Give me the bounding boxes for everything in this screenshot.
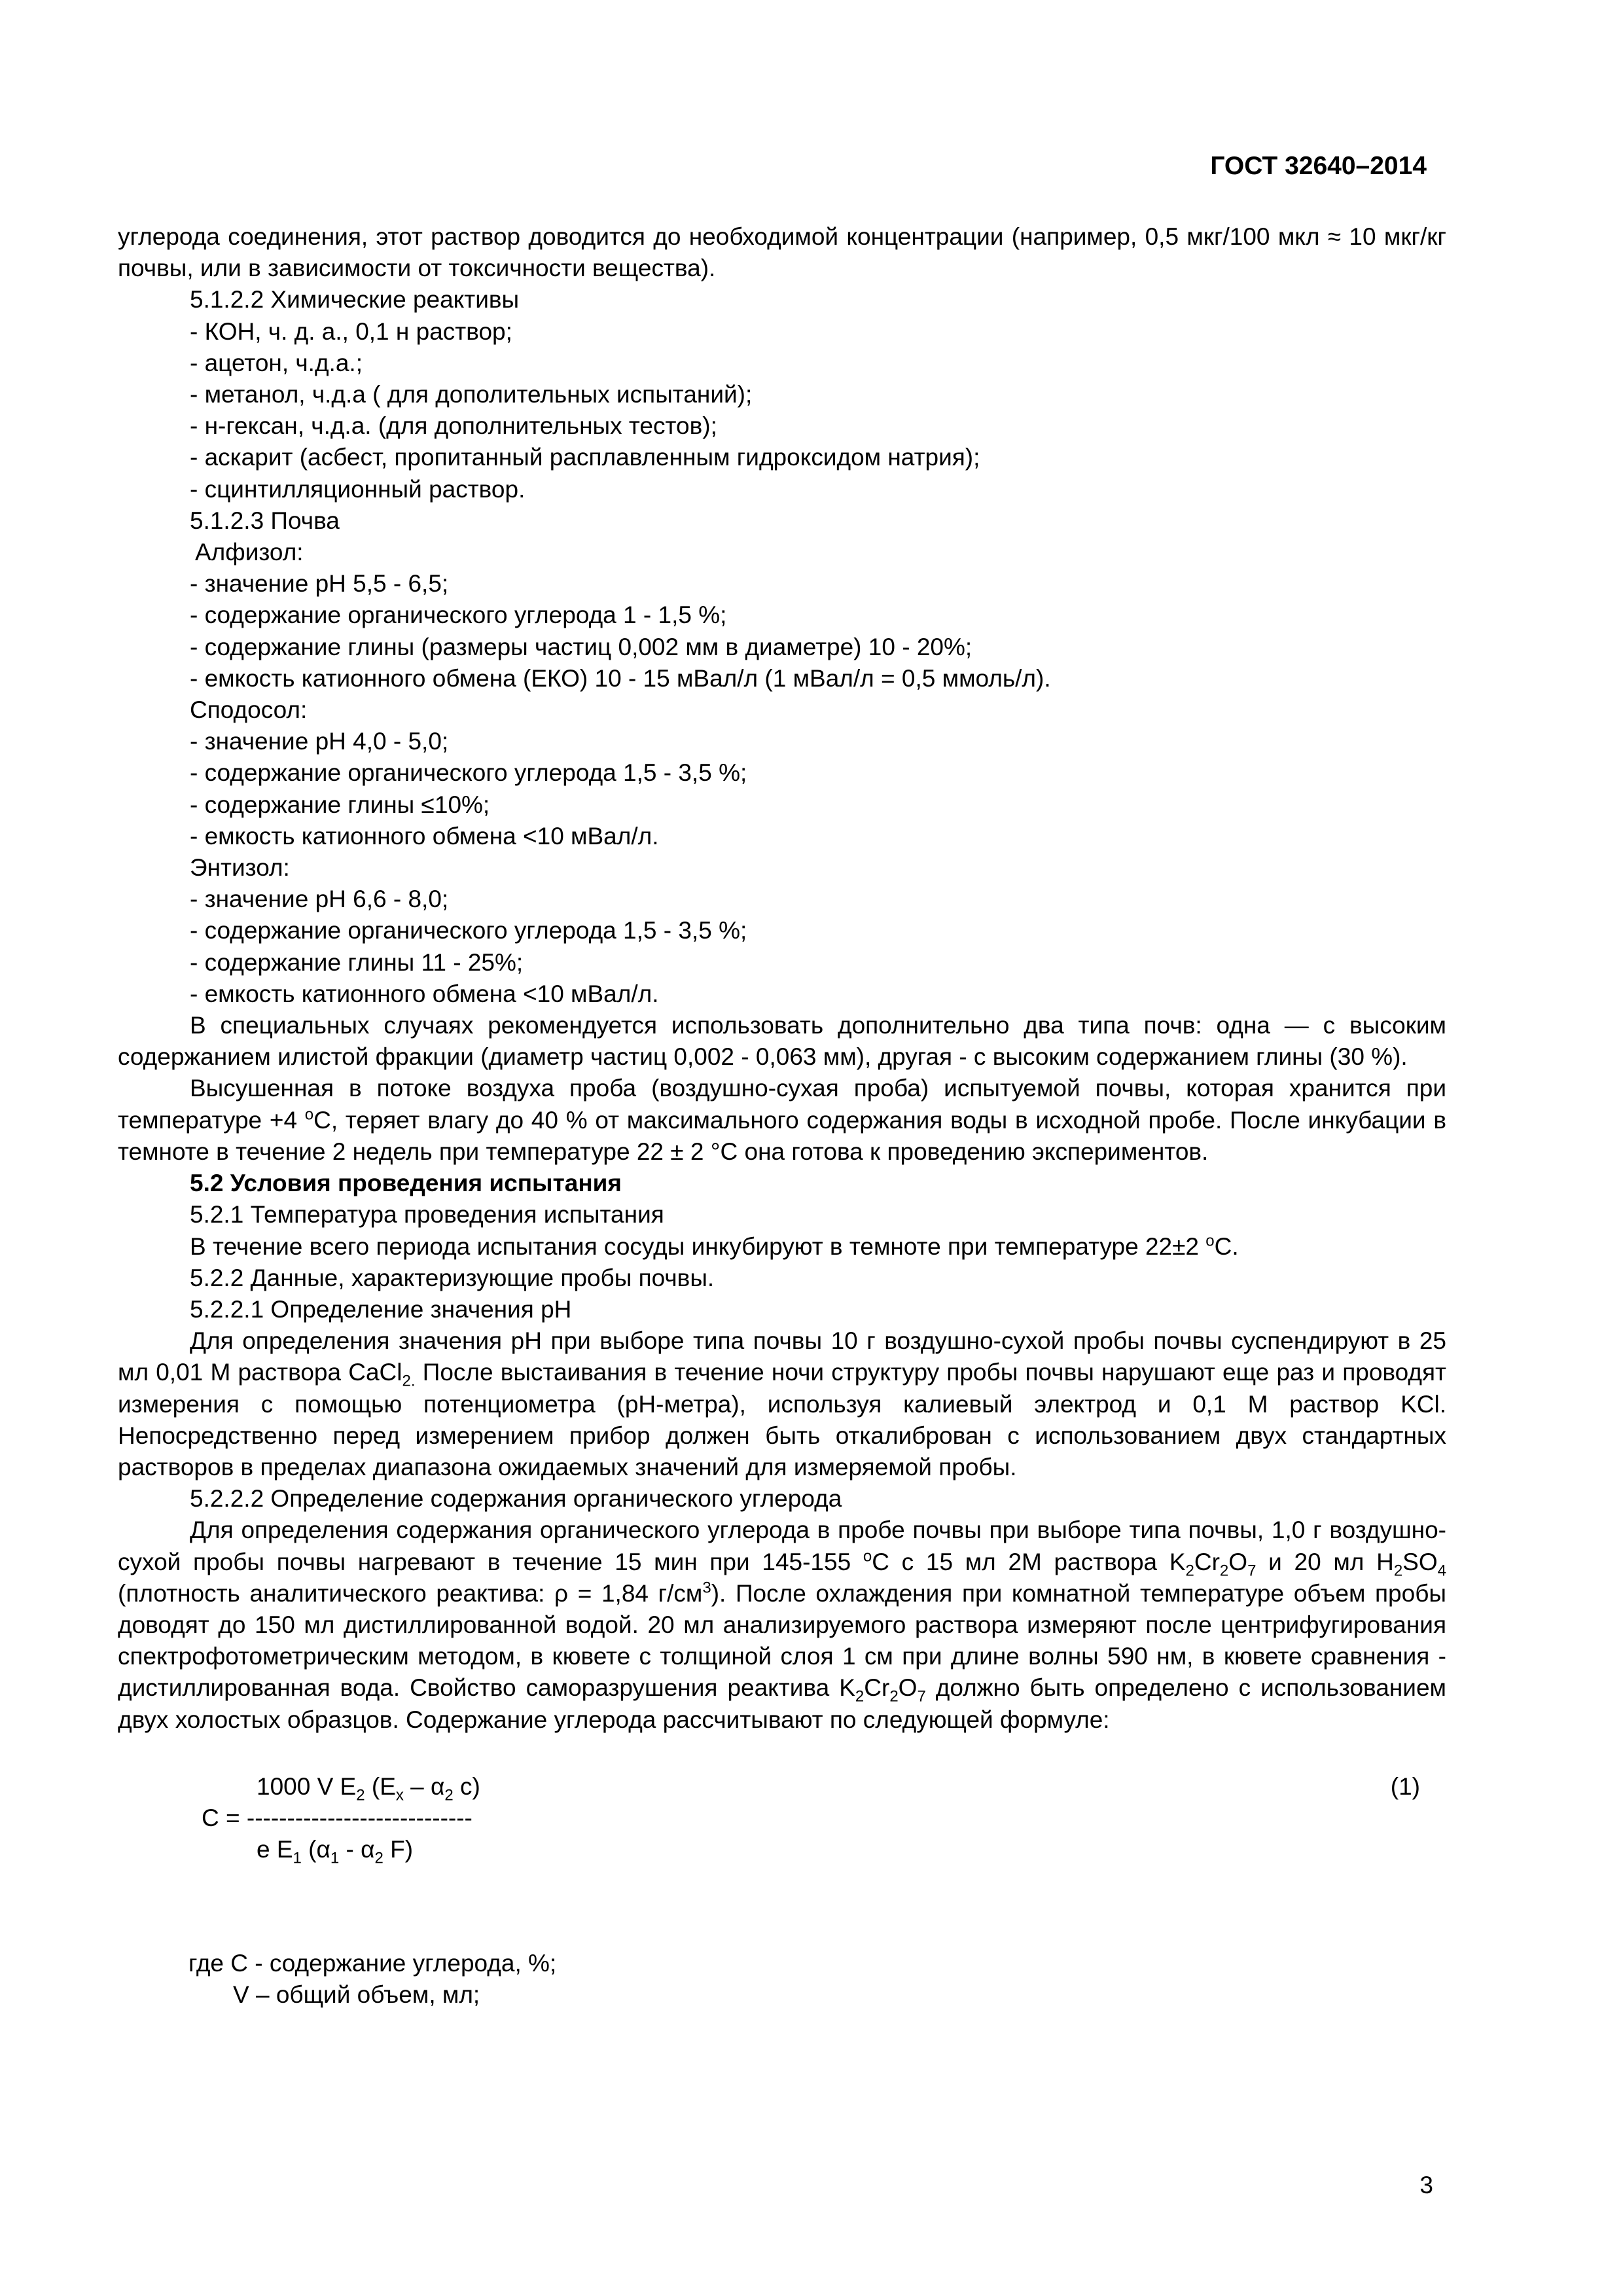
section-heading: 5.1.2.2 Химические реактивы bbox=[190, 286, 520, 314]
subscript: 4 bbox=[1437, 1561, 1446, 1579]
text-run: F) bbox=[383, 1835, 414, 1863]
text-run: O bbox=[1228, 1548, 1248, 1575]
section-heading: 5.1.2.3 Почва bbox=[190, 507, 340, 534]
paragraph bbox=[118, 1325, 1446, 1483]
list-item: - значение pH 4,0 - 5,0; bbox=[190, 728, 449, 755]
superscript: о bbox=[1205, 1232, 1215, 1250]
list-item: - значение pH 5,5 - 6,5; bbox=[190, 570, 449, 598]
soil-type-label: Энтизол: bbox=[190, 854, 290, 882]
paragraph: углерода соединения, этот раствор доводится до необходимой концентрации (например, 0,5 мкг/100 мкл ≈ 10 мкг/кг почвы, или в зависимости от токсичности вещества). bbox=[118, 223, 1446, 282]
soil-type-label: Сподосол: bbox=[190, 696, 308, 724]
text-run: O bbox=[898, 1674, 918, 1702]
text-run: Для определения содержания органического углерода в пробе почвы при выборе типа почвы, 1,0 г воздушно-сухой пробы почвы нагревают в течение 15 мин при 145-155 bbox=[118, 1516, 1446, 1575]
text-run: с) bbox=[453, 1772, 480, 1800]
formula-fraction-line: С = ---------------------------- bbox=[202, 1804, 473, 1831]
subscript: 2. bbox=[402, 1372, 416, 1390]
page-number: 3 bbox=[1419, 2172, 1433, 2198]
paragraph bbox=[118, 1515, 1446, 1735]
section-heading: 5.2.2.2 Определение содержания органического углерода bbox=[190, 1485, 842, 1513]
formula-number: (1) bbox=[1390, 1772, 1420, 1800]
text-run: должно быть определено с использованием двух холостых образцов. Содержание углерода рассчитывают по следующей формуле: bbox=[118, 1674, 1446, 1733]
paragraph: В специальных случаях рекомендуется использовать дополнительно два типа почв: одна — с высоким содержанием илистой фракции (диаметр частиц 0,002 - 0,063 мм), другая - с высоким содержанием глины (30 %). bbox=[118, 1012, 1446, 1071]
text-run: С. bbox=[1214, 1232, 1239, 1260]
subscript: 2 bbox=[1219, 1561, 1229, 1579]
list-item: - аскарит (асбест, пропитанный расплавленным гидроксидом натрия); bbox=[190, 444, 980, 471]
subscript: 2 bbox=[374, 1849, 383, 1867]
text-run: е E bbox=[257, 1835, 293, 1863]
text-run: (плотность аналитического реактива: ρ = 1,84 г/см bbox=[118, 1579, 703, 1607]
subscript: 1 bbox=[293, 1849, 302, 1867]
text-run: ). После охлаждения при комнатной температуре объем пробы доводят до 150 мл дистиллированной водой. 20 мл анализируемого раствора измеряют после центрифугирования спектрофотометрическим методом, в кювете с толщиной слоя 1 см при длине волны 590 нм, в кювете сравнения - дистиллированная вода. Свойство саморазрушения реактива K bbox=[118, 1579, 1447, 1702]
soil-type-label: Алфизол: bbox=[195, 539, 304, 566]
subscript: 2 bbox=[889, 1687, 899, 1706]
list-item: - н-гексан, ч.д.а. (для дополнительных тестов); bbox=[190, 412, 717, 440]
paragraph bbox=[118, 1231, 1446, 1263]
text-run: С, теряет влагу до 40 % от максимального содержания воды в исходной пробе. После инкубации в темноте в течение 2 недель при температуре 22 ± 2 °С она готова к проведению экспериментов. bbox=[118, 1106, 1446, 1165]
section-heading: 5.2 Условия проведения испытания bbox=[190, 1170, 622, 1197]
subscript: 2 bbox=[1393, 1561, 1403, 1579]
subscript: 7 bbox=[1247, 1561, 1257, 1579]
text-run: Cr bbox=[864, 1674, 890, 1702]
subscript: 2 bbox=[855, 1687, 865, 1706]
subscript: 7 bbox=[917, 1687, 926, 1706]
subscript: 2 bbox=[444, 1786, 454, 1804]
list-item: - содержание органического углерода 1 - 1,5 %; bbox=[190, 601, 727, 629]
section-heading: 5.2.2 Данные, характеризующие пробы почвы. bbox=[190, 1264, 715, 1291]
text-run: Cr bbox=[1194, 1548, 1220, 1575]
list-item: - КОН, ч. д. а., 0,1 н раствор; bbox=[190, 317, 512, 345]
carbon-formula bbox=[118, 1771, 1446, 1948]
text-run: SO bbox=[1402, 1548, 1438, 1575]
superscript: 3 bbox=[702, 1579, 711, 1597]
text-run: В течение всего периода испытания сосуды инкубируют в темноте при температуре 22±2 bbox=[190, 1232, 1206, 1260]
section-heading: 5.2.1 Температура проведения испытания bbox=[190, 1201, 664, 1229]
formula-denominator bbox=[257, 1834, 413, 1865]
paragraph bbox=[118, 1073, 1446, 1168]
list-item: - содержание глины 11 - 25%; bbox=[190, 948, 524, 976]
list-item: - емкость катионного обмена <10 мВал/л. bbox=[190, 822, 659, 850]
text-run: - α bbox=[339, 1835, 375, 1863]
list-item: - содержание глины (размеры частиц 0,002 мм в диаметре) 10 - 20%; bbox=[190, 633, 972, 660]
text-run: (α bbox=[301, 1835, 330, 1863]
subscript: x bbox=[395, 1786, 404, 1804]
section-heading: 5.2.2.1 Определение значения pH bbox=[190, 1295, 572, 1323]
list-item: - метанол, ч.д.а ( для дополительных испытаний); bbox=[190, 381, 753, 408]
subscript: 2 bbox=[1185, 1561, 1194, 1579]
formula-legend-line: где С - содержание углерода, %; bbox=[188, 1949, 557, 1977]
text-run: – α bbox=[403, 1772, 445, 1800]
formula-legend-line: V – общий объем, мл; bbox=[233, 1981, 480, 2008]
list-item: - значение pH 6,6 - 8,0; bbox=[190, 886, 449, 913]
text-run: и 20 мл H bbox=[1256, 1548, 1394, 1575]
superscript: o bbox=[304, 1105, 314, 1124]
list-item: - емкость катионного обмена <10 мВал/л. bbox=[190, 980, 659, 1007]
subscript: 1 bbox=[330, 1849, 340, 1867]
list-item: - содержание глины ≤10%; bbox=[190, 791, 490, 818]
list-item: - ацетон, ч.д.а.; bbox=[190, 349, 363, 376]
text-run: (E bbox=[365, 1772, 396, 1800]
list-item: - емкость катионного обмена (ЕКО) 10 - 15 мВал/л (1 мВал/л = 0,5 ммоль/л). bbox=[190, 664, 1051, 692]
text-run: После выстаивания в течение ночи структуру пробы почвы нарушают еще раз и проводят измерения с помощью потенциометра (pH-метра), используя калиевый электрод и 0,1 М раствор KCl. Непосредственно перед измерением прибор должен быть откалиброван с использованием двух стандартных растворов в пределах диапазона ожидаемых значений для измеряемой пробы. bbox=[118, 1359, 1446, 1480]
subscript: 2 bbox=[356, 1786, 365, 1804]
document-id: ГОСТ 32640–2014 bbox=[1210, 152, 1427, 180]
formula-numerator bbox=[257, 1771, 480, 1803]
superscript: о bbox=[863, 1547, 872, 1566]
list-item: - сцинтилляционный раствор. bbox=[190, 475, 526, 503]
text-run: 1000 V E bbox=[257, 1772, 357, 1800]
text-run: Высушенная в потоке воздуха проба (воздушно-сухая проба) испытуемой почвы, которая хранится при температуре +4 bbox=[118, 1075, 1446, 1134]
text-run: С с 15 мл 2М раствора K bbox=[872, 1548, 1186, 1575]
text-run: Для определения значения pH при выборе типа почвы 10 г воздушно-сухой пробы почвы суспендируют в 25 мл 0,01 М раствора CaCl bbox=[118, 1327, 1446, 1386]
list-item: - содержание органического углерода 1,5 - 3,5 %; bbox=[190, 917, 747, 944]
list-item: - содержание органического углерода 1,5 - 3,5 %; bbox=[190, 759, 747, 787]
body-text bbox=[118, 221, 1446, 2011]
